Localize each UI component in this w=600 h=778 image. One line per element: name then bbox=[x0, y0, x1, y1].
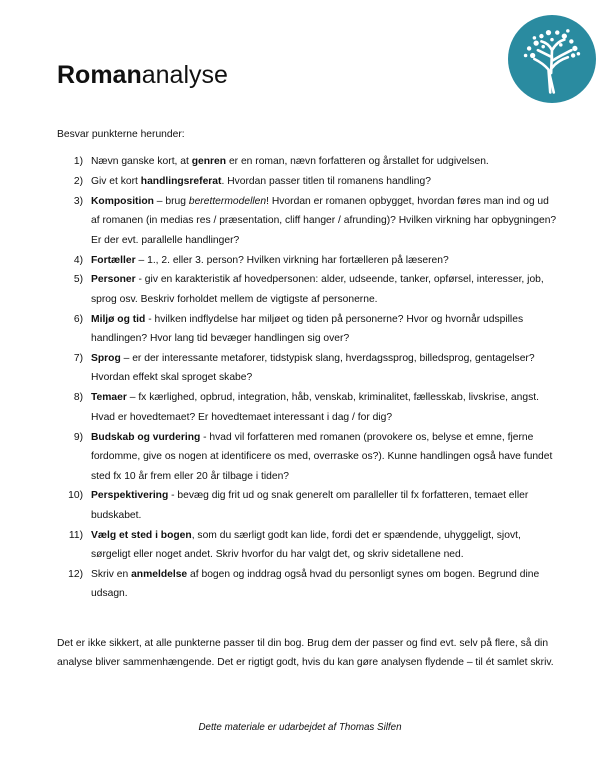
document-title bbox=[57, 60, 228, 90]
list-item: 4) Fortæller – 1., 2. eller 3. person? Hvilken virkning har fortælleren på læseren? bbox=[73, 254, 449, 266]
list-item: 11) Vælg et sted i bogen, som du særligt godt kan lide, fordi det er spændende, uhyggeligt, sjovt, sørgeligt eller noget andet. Skriv hvorfor du har valgt det, og skriv sidetallene ned. bbox=[68, 529, 521, 561]
list-item: 2) Giv et kort handlingsreferat. Hvordan passer titlen til romanens handling? bbox=[73, 175, 431, 187]
list-item: 6) Miljø og tid - hvilken indflydelse har miljøet og tiden på personerne? Hvor og hvornår udspilles handlingen? Hvor lang tid bevæger handlingen sig over? bbox=[73, 313, 524, 345]
tree-icon bbox=[508, 15, 596, 103]
list-item: 3) Komposition – brug berettermodellen! Hvordan er romanen opbygget, hvordan føres man ind og ud af romanen (in medias res / præsentation, cliff hanger / afrunding)? Hvilken virkning har opbygningen? Er der evt. parallelle handlinger? bbox=[73, 195, 557, 246]
closing-paragraph: Det er ikke sikkert, at alle punkterne passer til din bog. Brug dem der passer og find evt. selv på flere, så din analyse bliver sammenhængende. Det er rigtigt godt, hvis du kan gøre analysen flydende – til ét samlet skriv. bbox=[57, 638, 554, 669]
intro-text: Besvar punkterne herunder: bbox=[57, 129, 185, 140]
list-item: 9) Budskab og vurdering - hvad vil forfatteren med romanen (provokere os, belyse et emne, fjerne fordomme, give os nogen at identificere os med, overraske os?). Kunne handlingen også have fundet sted fx 10 år frem eller 20 år tilbage i tiden? bbox=[73, 431, 553, 482]
list-item: 10) Perspektivering - bevæg dig frit ud og snak generelt om paralleller til fx forfatteren, temaet eller budskabet. bbox=[68, 490, 529, 521]
title-bold: Roman bbox=[57, 61, 142, 89]
list-item: 8) Temaer – fx kærlighed, opbrud, integration, håb, venskab, kriminalitet, fællesskab, livskrise, angst. Hvad er hovedtemaet? Er hovedtemaet interessant i dag / for dig? bbox=[73, 392, 539, 423]
list-item: 1) Nævn ganske kort, at genren er en roman, nævn forfatteren og årstallet for udgivelsen. bbox=[73, 156, 489, 167]
list-item: 7) Sprog – er der interessante metaforer, tidstypisk slang, hverdagssprog, billedsprog, gentagelser? Hvordan effekt skal sproget skabe? bbox=[73, 353, 535, 384]
footer-credit: Dette materiale er udarbejdet af Thomas Silfen bbox=[198, 722, 402, 733]
list-item: 12) Skriv en anmeldelse af bogen og inddrag også hvad du personligt synes om bogen. Begrund dine udsagn. bbox=[68, 569, 540, 600]
question-list bbox=[57, 152, 557, 604]
title-normal: analyse bbox=[141, 61, 228, 89]
list-item: 5) Personer - giv en karakteristik af hovedpersonen: alder, udseende, tanker, opførsel, interesser, job, sprog osv. Beskriv forholdet mellem de vigtigste af personerne. bbox=[73, 274, 544, 305]
